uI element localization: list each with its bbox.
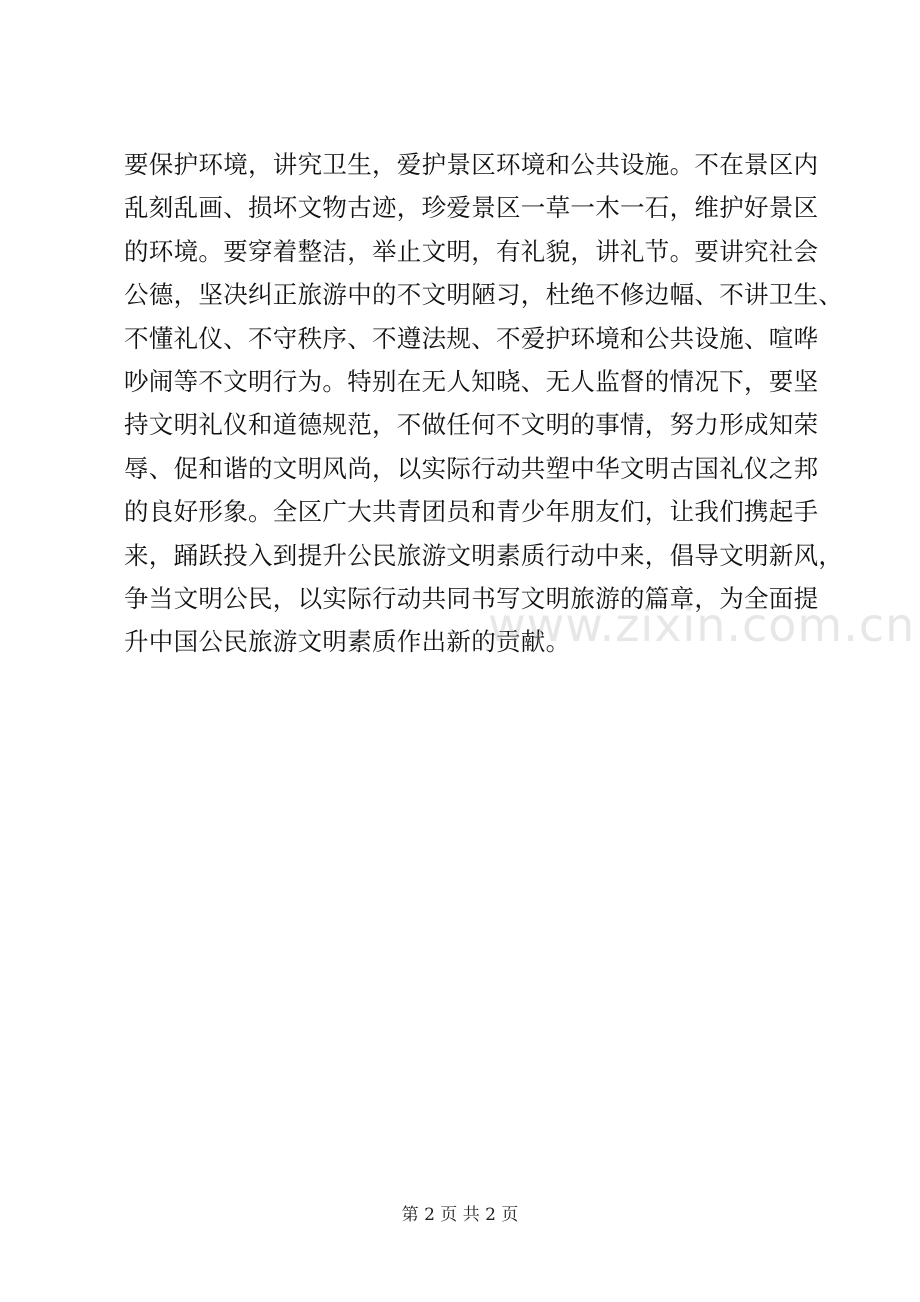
text-line: 的良好形象。全区广大共青团员和青少年朋友们，让我们携起手 bbox=[124, 497, 819, 527]
text-line: 公德，坚决纠正旅游中的不文明陋习，杜绝不修边幅、不讲卫生、 bbox=[124, 280, 844, 310]
text-line: 不懂礼仪、不守秩序、不遵法规、不爱护环境和公共设施、喧哗 bbox=[124, 323, 819, 353]
text-line: 辱、促和谐的文明风尚，以实际行动共塑中华文明古国礼仪之邦 bbox=[124, 453, 819, 483]
page-number-footer: 第 2 页 共 2 页 bbox=[401, 1205, 519, 1225]
watermark: www.zixin.com.cn bbox=[488, 598, 916, 652]
text-line: 争当文明公民，以实际行动共同书写文明旅游的篇章，为全面提 bbox=[124, 583, 819, 613]
body-paragraph bbox=[124, 143, 844, 664]
text-line: 升中国公民旅游文明素质作出新的贡献。 bbox=[124, 627, 571, 657]
text-line: 的环境。要穿着整洁，举止文明，有礼貌，讲礼节。要讲究社会 bbox=[124, 236, 819, 266]
text-line: 乱刻乱画、损坏文物古迹，珍爱景区一草一木一石，维护好景区 bbox=[124, 193, 819, 223]
text-line: 持文明礼仪和道德规范，不做任何不文明的事情，努力形成知荣 bbox=[124, 410, 819, 440]
text-line: 来，踊跃投入到提升公民旅游文明素质行动中来，倡导文明新风， bbox=[124, 540, 844, 570]
text-line: 吵闹等不文明行为。特别在无人知晓、无人监督的情况下，要坚 bbox=[124, 366, 819, 396]
text-line: 要保护环境，讲究卫生，爱护景区环境和公共设施。不在景区内 bbox=[124, 150, 819, 179]
